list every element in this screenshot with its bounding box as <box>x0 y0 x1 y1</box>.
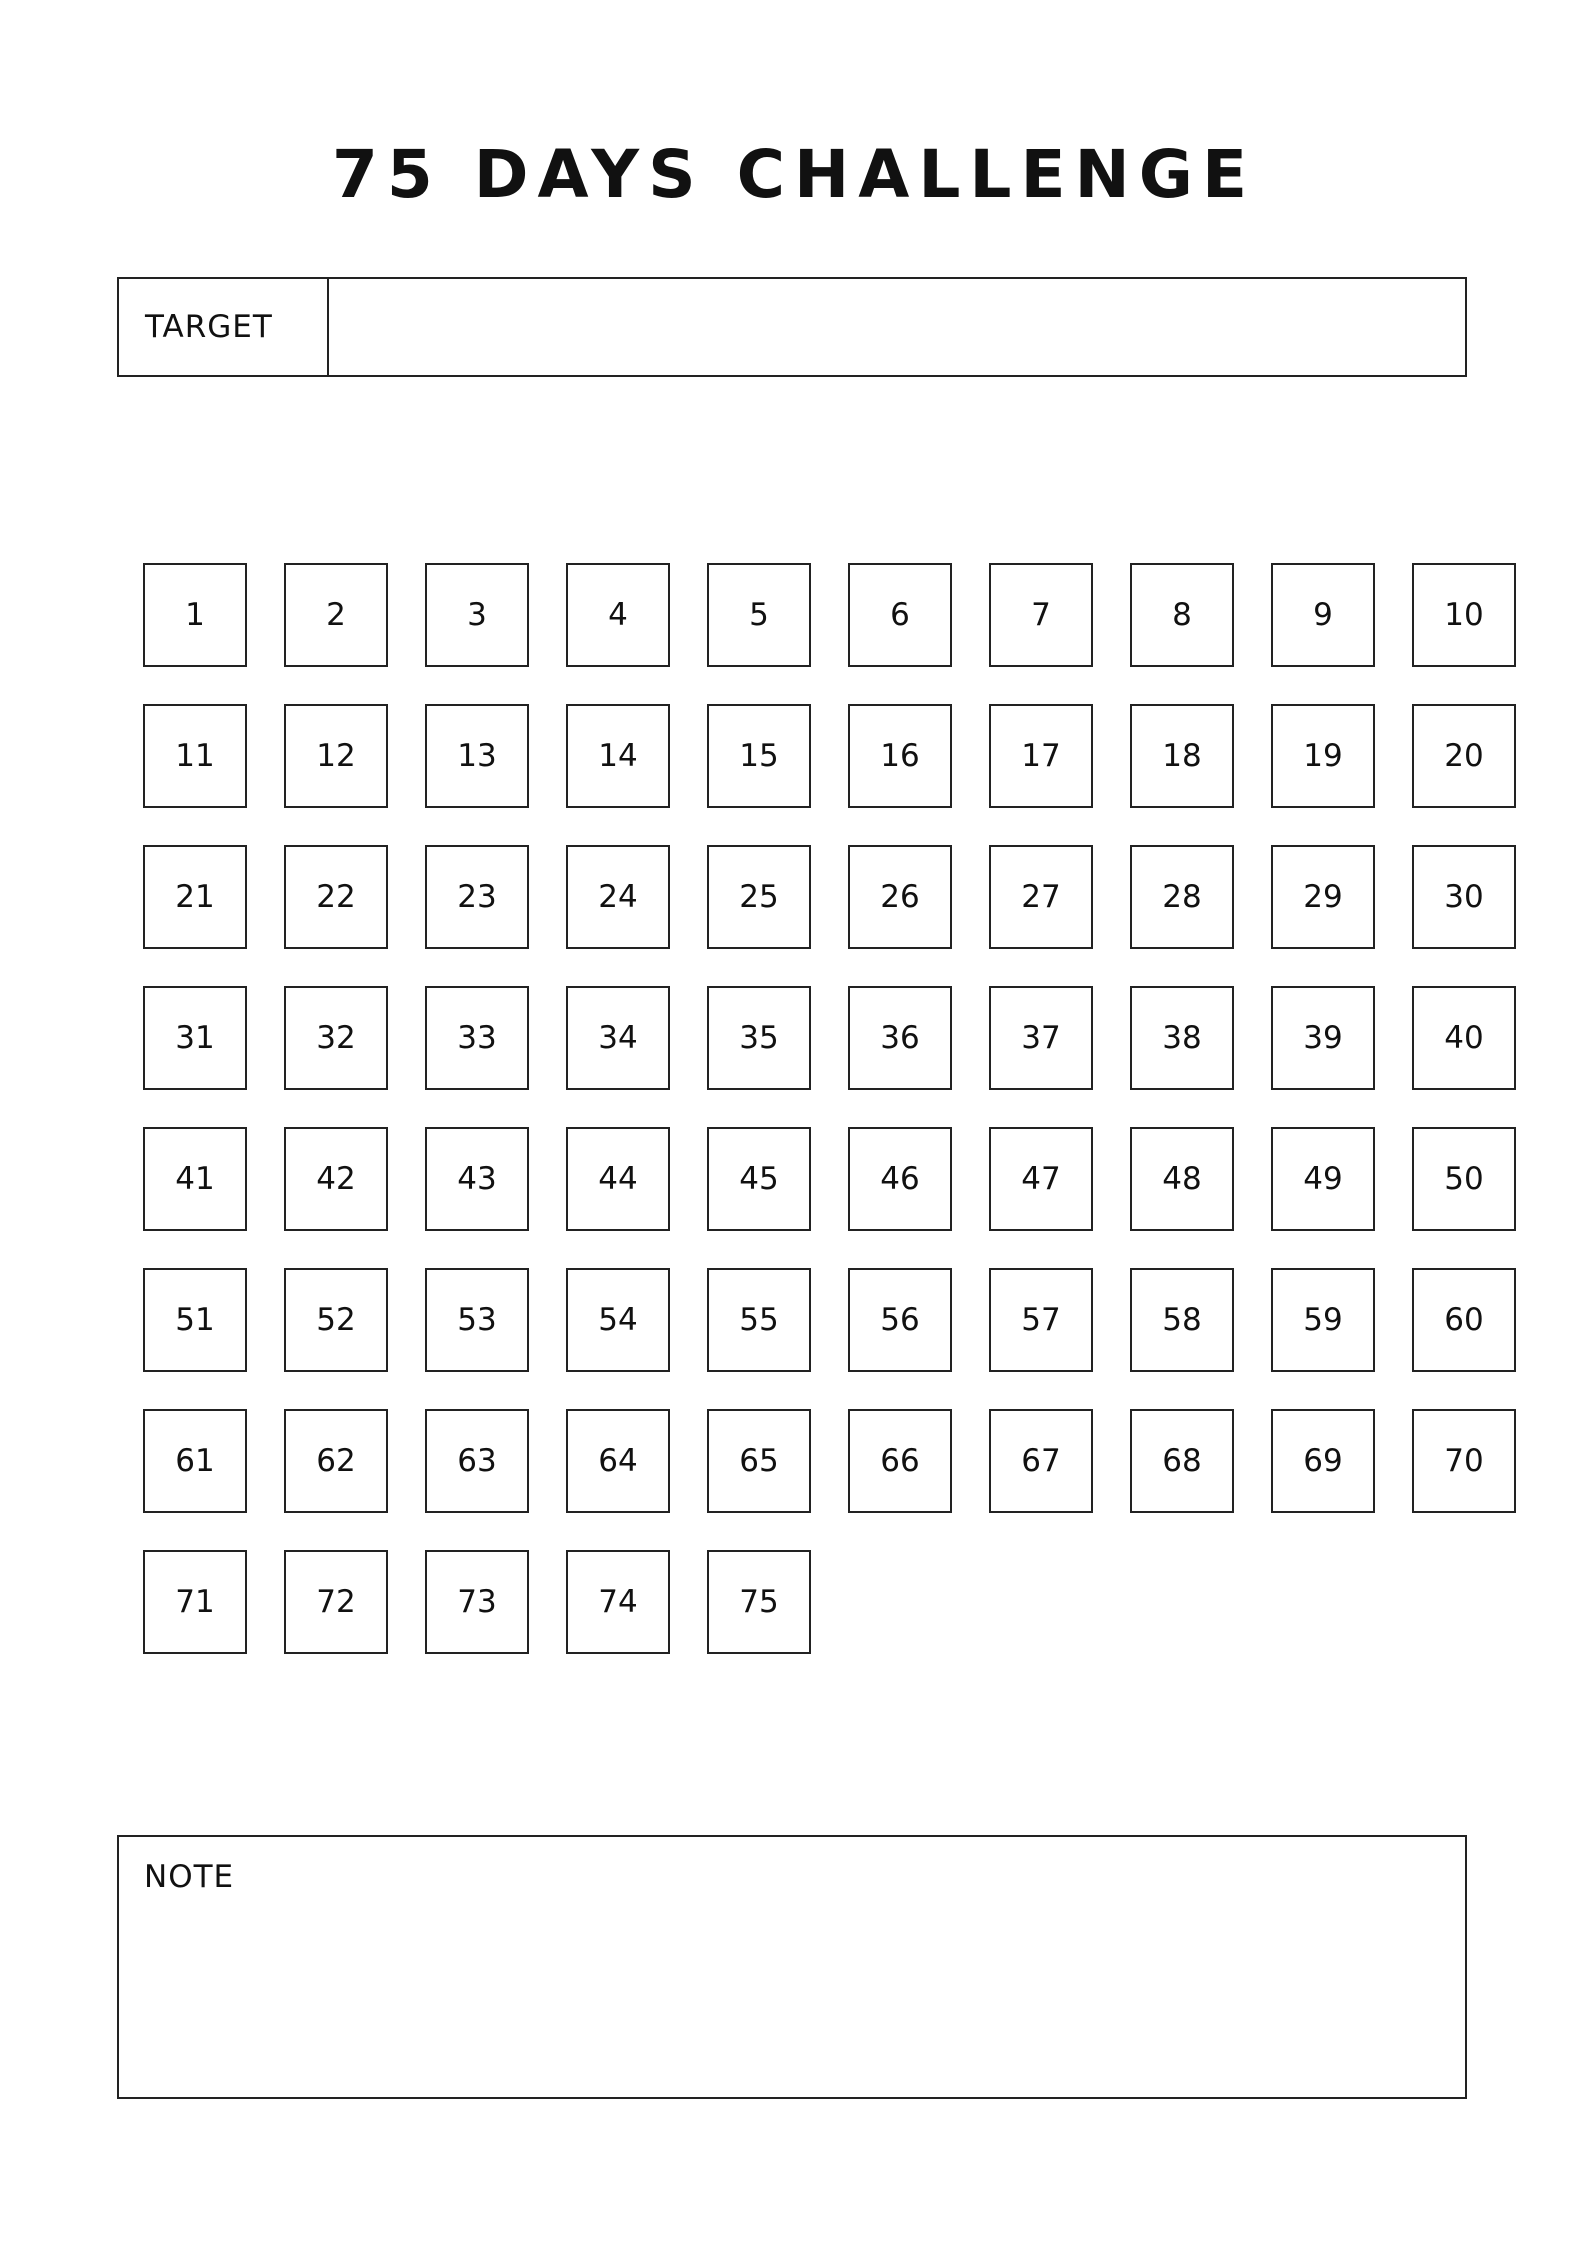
day-box[interactable]: 43 <box>425 1127 529 1231</box>
day-box[interactable]: 57 <box>989 1268 1093 1372</box>
day-box[interactable]: 6 <box>848 563 952 667</box>
day-box[interactable]: 28 <box>1130 845 1234 949</box>
day-box[interactable]: 53 <box>425 1268 529 1372</box>
note-label: NOTE <box>144 1859 235 1895</box>
day-box[interactable]: 15 <box>707 704 811 808</box>
day-box[interactable]: 19 <box>1271 704 1375 808</box>
day-box[interactable]: 14 <box>566 704 670 808</box>
day-box[interactable]: 1 <box>143 563 247 667</box>
day-box[interactable]: 69 <box>1271 1409 1375 1513</box>
day-box[interactable]: 66 <box>848 1409 952 1513</box>
day-box[interactable]: 10 <box>1412 563 1516 667</box>
day-box[interactable]: 4 <box>566 563 670 667</box>
day-box[interactable]: 17 <box>989 704 1093 808</box>
day-box[interactable]: 51 <box>143 1268 247 1372</box>
day-box[interactable]: 36 <box>848 986 952 1090</box>
target-label: TARGET <box>119 279 329 375</box>
day-box[interactable]: 11 <box>143 704 247 808</box>
day-box[interactable]: 12 <box>284 704 388 808</box>
day-box[interactable]: 30 <box>1412 845 1516 949</box>
day-box[interactable]: 55 <box>707 1268 811 1372</box>
day-box[interactable]: 75 <box>707 1550 811 1654</box>
day-box[interactable]: 33 <box>425 986 529 1090</box>
day-box[interactable]: 39 <box>1271 986 1375 1090</box>
day-box[interactable]: 67 <box>989 1409 1093 1513</box>
day-box[interactable]: 50 <box>1412 1127 1516 1231</box>
day-box[interactable]: 34 <box>566 986 670 1090</box>
day-box[interactable]: 61 <box>143 1409 247 1513</box>
day-box[interactable]: 22 <box>284 845 388 949</box>
day-box[interactable]: 29 <box>1271 845 1375 949</box>
day-box[interactable]: 8 <box>1130 563 1234 667</box>
day-box[interactable]: 60 <box>1412 1268 1516 1372</box>
day-box[interactable]: 59 <box>1271 1268 1375 1372</box>
day-box[interactable]: 2 <box>284 563 388 667</box>
day-box[interactable]: 40 <box>1412 986 1516 1090</box>
day-box[interactable]: 16 <box>848 704 952 808</box>
day-box[interactable]: 45 <box>707 1127 811 1231</box>
day-box[interactable]: 31 <box>143 986 247 1090</box>
day-box[interactable]: 49 <box>1271 1127 1375 1231</box>
day-box[interactable]: 54 <box>566 1268 670 1372</box>
day-box[interactable]: 24 <box>566 845 670 949</box>
day-box[interactable]: 58 <box>1130 1268 1234 1372</box>
day-box[interactable]: 42 <box>284 1127 388 1231</box>
day-box[interactable]: 23 <box>425 845 529 949</box>
page-title: 75 DAYS CHALLENGE <box>331 136 1257 213</box>
target-input[interactable] <box>329 279 1465 375</box>
day-box[interactable]: 73 <box>425 1550 529 1654</box>
day-box[interactable]: 41 <box>143 1127 247 1231</box>
day-box[interactable]: 3 <box>425 563 529 667</box>
day-box[interactable]: 47 <box>989 1127 1093 1231</box>
day-box[interactable]: 7 <box>989 563 1093 667</box>
day-box[interactable]: 46 <box>848 1127 952 1231</box>
day-box[interactable]: 5 <box>707 563 811 667</box>
day-box[interactable]: 74 <box>566 1550 670 1654</box>
day-box[interactable]: 9 <box>1271 563 1375 667</box>
day-box[interactable]: 13 <box>425 704 529 808</box>
day-box[interactable]: 48 <box>1130 1127 1234 1231</box>
day-box[interactable]: 20 <box>1412 704 1516 808</box>
day-box[interactable]: 65 <box>707 1409 811 1513</box>
day-box[interactable]: 64 <box>566 1409 670 1513</box>
target-field <box>117 277 1467 377</box>
day-box[interactable]: 52 <box>284 1268 388 1372</box>
day-box[interactable]: 63 <box>425 1409 529 1513</box>
day-box[interactable]: 44 <box>566 1127 670 1231</box>
day-box[interactable]: 27 <box>989 845 1093 949</box>
day-box[interactable]: 26 <box>848 845 952 949</box>
day-box[interactable]: 35 <box>707 986 811 1090</box>
day-box[interactable]: 38 <box>1130 986 1234 1090</box>
day-box[interactable]: 32 <box>284 986 388 1090</box>
day-box[interactable]: 62 <box>284 1409 388 1513</box>
day-box[interactable]: 70 <box>1412 1409 1516 1513</box>
day-box[interactable]: 72 <box>284 1550 388 1654</box>
note-field[interactable] <box>117 1835 1467 2099</box>
day-box[interactable]: 18 <box>1130 704 1234 808</box>
day-box[interactable]: 56 <box>848 1268 952 1372</box>
day-box[interactable]: 37 <box>989 986 1093 1090</box>
day-box[interactable]: 71 <box>143 1550 247 1654</box>
day-box[interactable]: 25 <box>707 845 811 949</box>
day-box[interactable]: 21 <box>143 845 247 949</box>
day-box[interactable]: 68 <box>1130 1409 1234 1513</box>
